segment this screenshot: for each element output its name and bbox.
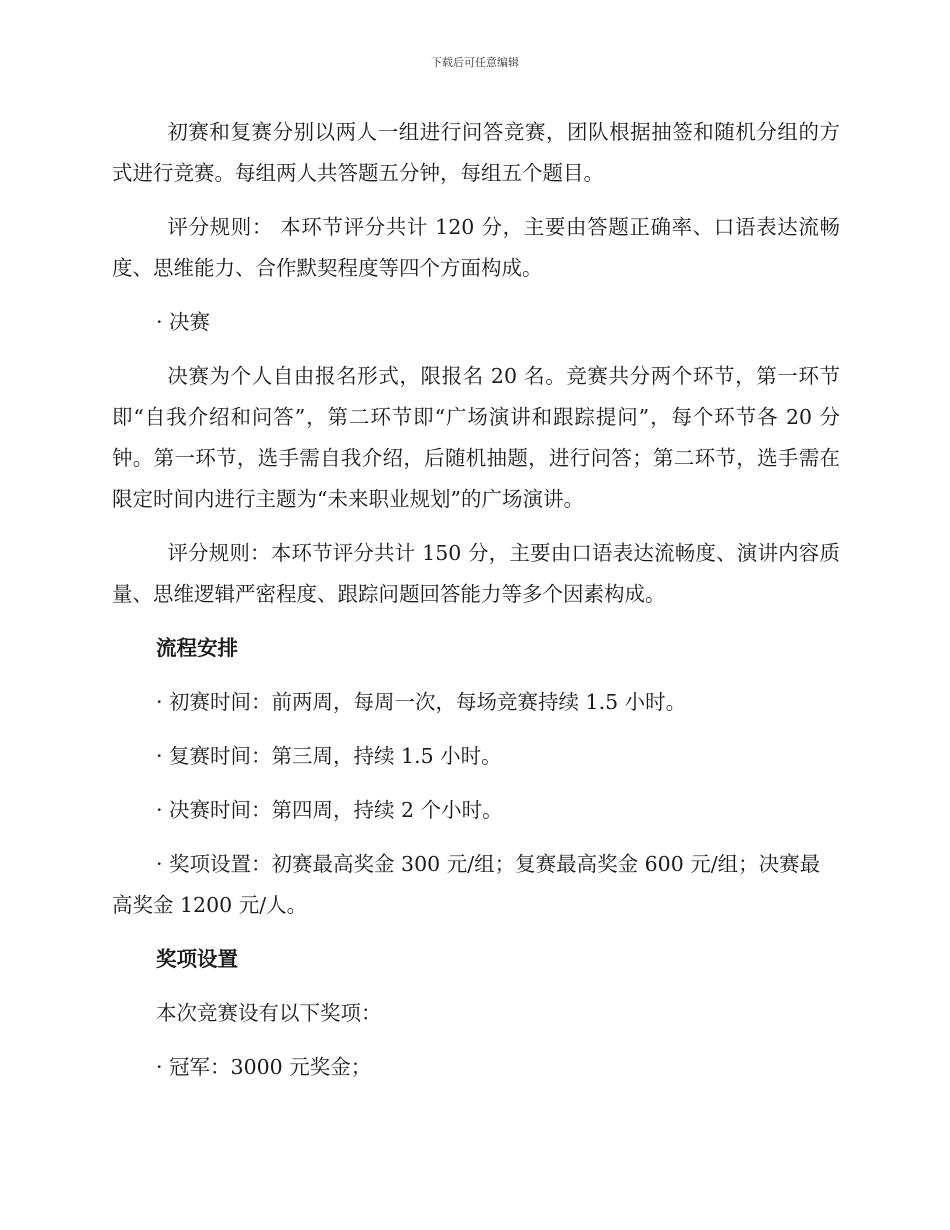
paragraph-prelim-format: 初赛和复赛分别以两人一组进行问答竞赛，团队根据抽签和随机分组的方式进行竞赛。每组两人共答题五分钟，每组五个题目。 [112, 120, 840, 185]
header-note: 下载后可任意编辑 [431, 56, 519, 69]
schedule-item-semifinal: · 复赛时间：第三周，持续 1.5 小时。 [156, 744, 502, 768]
heading-schedule: 流程安排 [156, 636, 238, 660]
paragraph-prelim-scoring: 评分规则： 本环节评分共计 120 分，主要由答题正确率、口语表达流畅度、思维能力、合作默契程度等四个方面构成。 [112, 215, 840, 280]
paragraph-final-format: 决赛为个人自由报名形式，限报名 20 名。竞赛共分两个环节，第一环节即“自我介绍和问答”，第二环节即“广场演讲和跟踪提问”，每个环节各 20 分钟。第一环节，选手需自我介绍，后随机抽题，进行问答；第二环节，选手需在限定时间内进行主题为“未来职业规划”的广场演讲。 [112, 364, 840, 511]
schedule-item-final: · 决赛时间：第四周，持续 2 个小时。 [156, 798, 503, 822]
heading-awards: 奖项设置 [156, 947, 238, 971]
schedule-item-prelim: · 初赛时间：前两周，每周一次，每场竞赛持续 1.5 小时。 [156, 690, 687, 714]
schedule-item-prizes: · 奖项设置：初赛最高奖金 300 元/组；复赛最高奖金 600 元/组；决赛最高奖金 1200 元/人。 [112, 852, 821, 917]
document-body [112, 112, 840, 1101]
bullet-final: · 决赛 [156, 310, 211, 334]
paragraph-final-scoring: 评分规则：本环节评分共计 150 分，主要由口语表达流畅度、演讲内容质量、思维逻辑严密程度、跟踪问题回答能力等多个因素构成。 [112, 541, 840, 606]
award-item-champion: · 冠军：3000 元奖金； [156, 1055, 372, 1079]
awards-intro: 本次竞赛设有以下奖项： [156, 1001, 382, 1025]
